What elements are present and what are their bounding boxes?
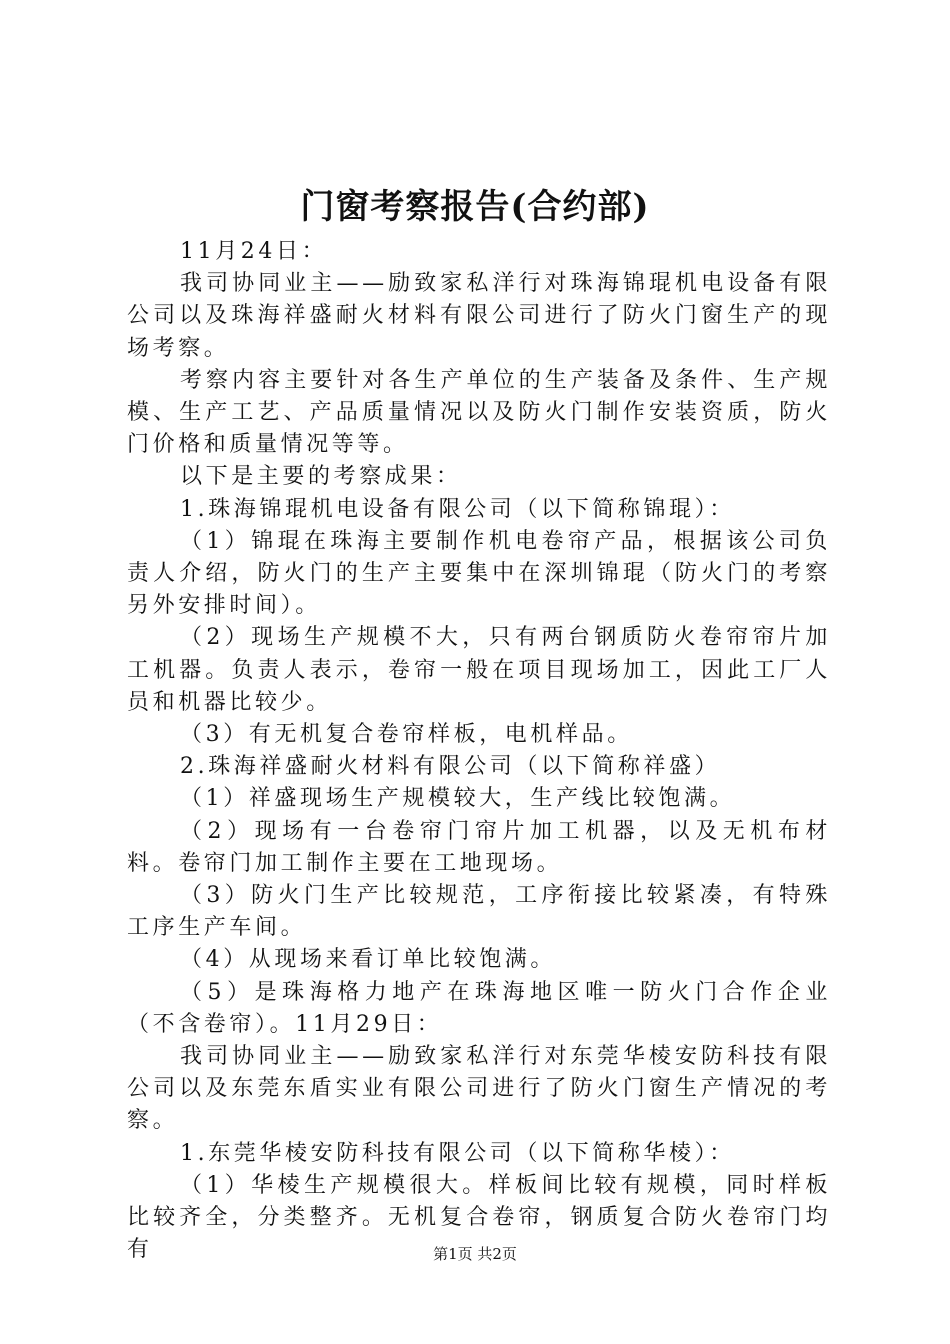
paragraph: 考察内容主要针对各生产单位的生产装备及条件、生产规模、生产工艺、产品质量情况以及防火门制作安装资质，防火门价格和质量情况等等。 (127, 367, 831, 458)
paragraph: 我司协同业主——励致家私洋行对珠海锦琨机电设备有限公司以及珠海祥盛耐火材料有限公司进行了防火门窗生产的现场考察。 (127, 271, 831, 361)
paragraph: 我司协同业主——励致家私洋行对东莞华棱安防科技有限公司以及东莞东盾实业有限公司进行了防火门窗生产情况的考察。 (127, 1044, 831, 1134)
paragraph: （5）是珠海格力地产在珠海地区唯一防火门合作企业（不含卷帘）。11月29日： (127, 979, 831, 1037)
paragraph: （2）现场生产规模不大，只有两台钢质防火卷帘帘片加工机器。负责人表示，卷帘一般在项目现场加工，因此工厂人员和机器比较少。 (127, 625, 831, 715)
document-title: 门窗考察报告(合约部) (300, 187, 650, 227)
paragraph: 以下是主要的考察成果： (180, 464, 462, 490)
paragraph: （3）有无机复合卷帘样板，电机样品。 (180, 722, 633, 748)
paragraph: 2.珠海祥盛耐火材料有限公司（以下简称祥盛） (180, 754, 721, 780)
page-number-footer: 第1页 共2页 (433, 1245, 517, 1263)
paragraph: 1.东莞华棱安防科技有限公司（以下简称华棱）： (180, 1140, 735, 1166)
paragraph: （1）祥盛现场生产规模较大，生产线比较饱满。 (180, 786, 736, 812)
paragraph: （2）现场有一台卷帘门帘片加工机器，以及无机布材料。卷帘门加工制作主要在工地现场。 (127, 818, 831, 876)
document-body (127, 236, 831, 1267)
paragraph: （3）防火门生产比较规范，工序衔接比较紧凑，有特殊工序生产车间。 (127, 883, 831, 941)
paragraph: （4）从现场来看订单比较饱满。 (180, 947, 556, 973)
paragraph: 1.珠海锦琨机电设备有限公司（以下简称锦琨）： (180, 496, 735, 522)
paragraph: （1）锦琨在珠海主要制作机电卷帘产品，根据该公司负责人介绍，防火门的生产主要集中在深圳锦琨（防火门的考察另外安排时间）。 (127, 528, 831, 619)
paragraph: 11月24日： (180, 239, 328, 264)
paragraph: （1）华棱生产规模很大。样板间比较有规模，同时样板比较齐全，分类整齐。无机复合卷帘，钢质复合防火卷帘门均有 (127, 1172, 831, 1263)
